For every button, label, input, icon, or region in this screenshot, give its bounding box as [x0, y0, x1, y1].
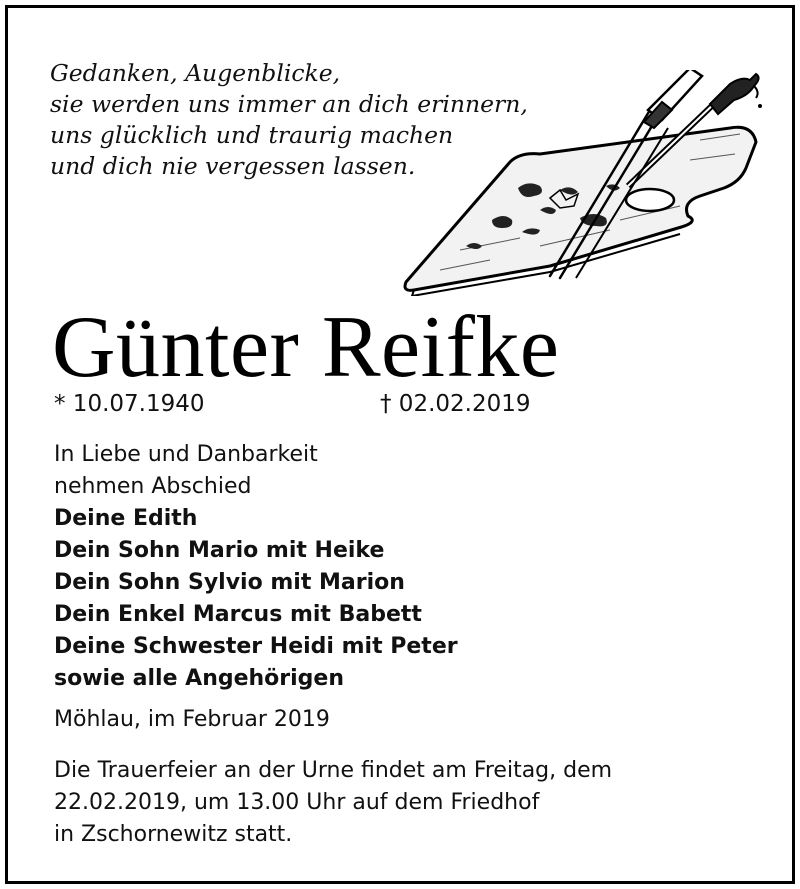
paint-palette-with-brushes-icon — [400, 70, 770, 296]
intro-line: nehmen Abschied — [54, 474, 252, 499]
obituary-frame — [5, 5, 795, 884]
deceased-name: Günter Reifke — [52, 299, 560, 396]
mourner-name: Deine Edith — [54, 506, 198, 531]
ceremony-line: in Zschornewitz statt. — [54, 822, 293, 847]
poem-line: Gedanken, Augenblicke, — [50, 59, 341, 87]
mourner-name: Deine Schwester Heidi mit Peter — [54, 634, 458, 659]
mourner-name: sowie alle Angehörigen — [54, 666, 345, 691]
place-date: Möhlau, im Februar 2019 — [54, 707, 330, 732]
death-date: † 02.02.2019 — [380, 391, 531, 417]
intro-line: In Liebe und Danbarkeit — [54, 442, 318, 467]
poem-line: sie werden uns immer an dich erinnern, — [50, 90, 528, 118]
mourner-name: Dein Sohn Mario mit Heike — [54, 538, 385, 563]
ceremony-line: 22.02.2019, um 13.00 Uhr auf dem Friedhof — [54, 790, 540, 815]
poem-line: und dich nie vergessen lassen. — [50, 152, 416, 180]
poem-line: uns glücklich und traurig machen — [50, 121, 454, 149]
mourner-name: Dein Sohn Sylvio mit Marion — [54, 570, 405, 595]
ceremony-line: Die Trauerfeier an der Urne findet am Freitag, dem — [54, 758, 613, 783]
mourner-name: Dein Enkel Marcus mit Babett — [54, 602, 422, 627]
mourners-block — [54, 439, 458, 695]
birth-date: * 10.07.1940 — [54, 391, 205, 417]
ceremony-info — [54, 755, 612, 851]
